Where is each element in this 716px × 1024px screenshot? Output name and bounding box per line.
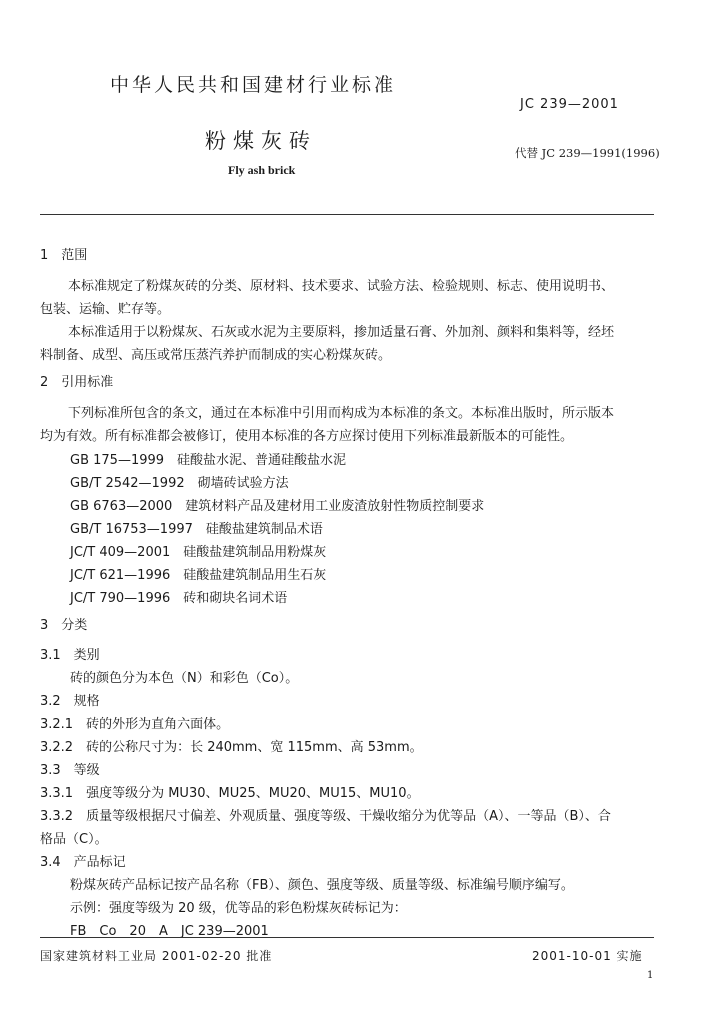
paragraph-line: 砖的颜色分为本色（N）和彩色（Co）。: [70, 671, 299, 686]
paragraph-line: 下列标准所包含的条文，通过在本标准中引用而构成为本标准的条文。本标准出版时，所示版本: [68, 406, 615, 421]
replaces-standard: 代替 JC 239—1991(1996): [515, 146, 660, 160]
clause-line: 3.3.2 质量等级根据尺寸偏差、外观质量、强度等级、干燥收缩分为优等品（A）、一等品（B）、合: [40, 809, 611, 824]
standard-category: 中华人民共和国建材行业标准: [110, 74, 397, 96]
reference-item: JC/T 409—2001 硅酸盐建筑制品用粉煤灰: [70, 545, 327, 560]
header-divider: [40, 214, 654, 215]
subsection-heading: 3.1 类别: [40, 648, 100, 663]
paragraph-line: 粉煤灰砖产品标记按产品名称（FB）、颜色、强度等级、质量等级、标准编号顺序编写。: [70, 878, 574, 893]
paragraph-line: 本标准适用于以粉煤灰、石灰或水泥为主要原料，掺加适量石膏、外加剂、颜料和集料等，经坯: [68, 325, 615, 340]
footer-divider: [40, 937, 654, 938]
effective-date: 2001-10-01 实施: [532, 949, 643, 963]
clause-line: 3.2.1 砖的外形为直角六面体。: [40, 717, 230, 732]
subsection-heading: 3.3 等级: [40, 763, 100, 778]
paragraph-line: 料制备、成型、高压或常压蒸汽养护而制成的实心粉煤灰砖。: [40, 348, 392, 363]
paragraph-line: 格品（C）。: [40, 832, 108, 847]
reference-item: GB 6763—2000 建筑材料产品及建材用工业废渣放射性物质控制要求: [70, 499, 485, 514]
section-heading: 1 范围: [40, 248, 88, 263]
reference-item: GB 175—1999 硅酸盐水泥、普通硅酸盐水泥: [70, 453, 347, 468]
paragraph-line: 本标准规定了粉煤灰砖的分类、原材料、技术要求、试验方法、检验规则、标志、使用说明书、: [68, 279, 615, 294]
clause-line: 3.2.2 砖的公称尺寸为：长 240mm、宽 115mm、高 53mm。: [40, 740, 423, 755]
clause-line: 3.3.1 强度等级分为 MU30、MU25、MU20、MU15、MU10。: [40, 786, 420, 801]
reference-item: JC/T 790—1996 砖和砌块名词术语: [70, 591, 288, 606]
reference-item: GB/T 16753—1997 硅酸盐建筑制品术语: [70, 522, 323, 537]
section-heading: 3 分类: [40, 618, 88, 633]
section-heading: 2 引用标准: [40, 375, 114, 390]
reference-item: GB/T 2542—1992 砌墙砖试验方法: [70, 476, 289, 491]
page-number: 1: [647, 970, 654, 981]
paragraph-line: 均为有效。所有标准都会被修订，使用本标准的各方应探讨使用下列标准最新版本的可能性。: [40, 429, 574, 444]
document-title-en: Fly ash brick: [228, 163, 296, 177]
subsection-heading: 3.4 产品标记: [40, 855, 126, 870]
reference-item: JC/T 621—1996 硅酸盐建筑制品用生石灰: [70, 568, 327, 583]
paragraph-line: 示例：强度等级为 20 级，优等品的彩色粉煤灰砖标记为：: [70, 901, 407, 916]
paragraph-line: 包装、运输、贮存等。: [40, 302, 171, 317]
approval-info: 国家建筑材料工业局 2001-02-20 批准: [40, 949, 273, 963]
document-title-cn: 粉煤灰砖: [205, 129, 317, 153]
product-mark-example: FB Co 20 A JC 239—2001: [70, 924, 269, 939]
subsection-heading: 3.2 规格: [40, 694, 100, 709]
standard-code: JC 239—2001: [520, 97, 619, 112]
